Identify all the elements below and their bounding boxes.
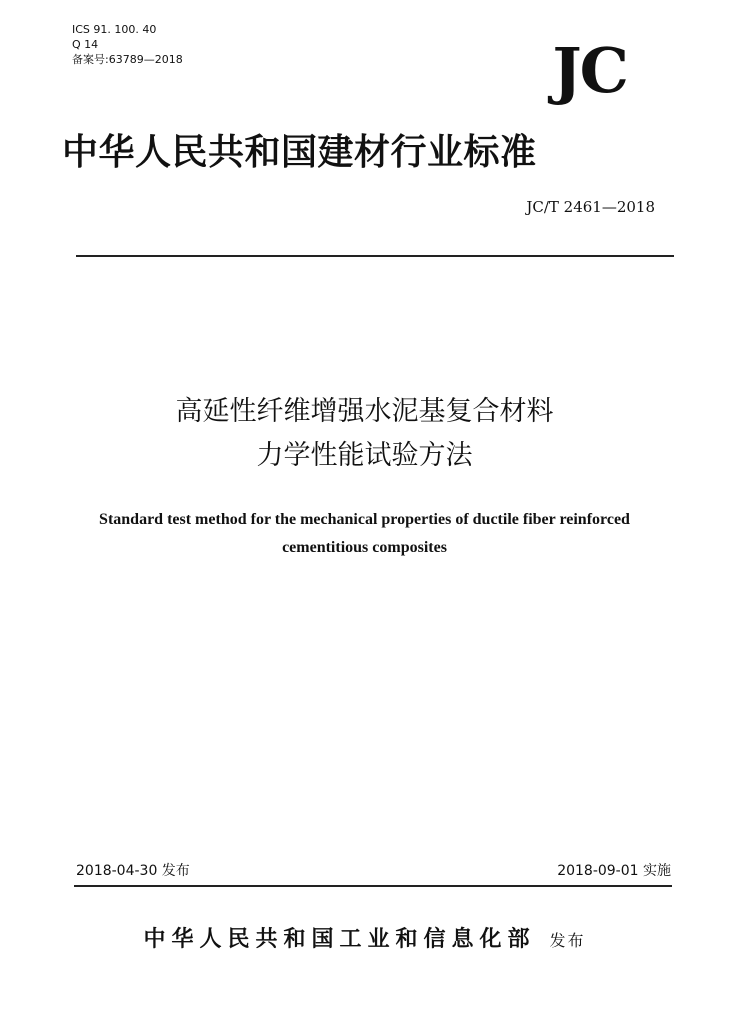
issuing-authority [0, 922, 729, 953]
publish-label: 发布 [549, 931, 586, 950]
english-title-line-1: Standard test method for the mechanical properties of ductile fiber reinforced [99, 511, 630, 528]
filing-number: 备案号:63789—2018 [72, 53, 183, 66]
standard-category-title: 中华人民共和国建材行业标准 [62, 131, 537, 173]
english-title-line-2: cementitious composites [282, 539, 447, 556]
ccs-code: Q 14 [72, 38, 99, 51]
standard-number: JC/T 2461—2018 [526, 198, 655, 216]
ics-code: ICS 91. 100. 40 [72, 23, 157, 36]
issue-date: 2018-04-30 发布 [76, 863, 190, 879]
top-divider [76, 255, 674, 257]
ministry-name: 中华人民共和国工业和信息化部 [143, 926, 536, 952]
bottom-divider [74, 885, 672, 887]
classification-block [72, 22, 183, 67]
jc-logo: JC [552, 34, 627, 107]
chinese-title-line-2: 力学性能试验方法 [256, 440, 473, 471]
implementation-date: 2018-09-01 实施 [557, 863, 671, 879]
chinese-title-line-1: 高延性纤维增强水泥基复合材料 [175, 396, 554, 427]
